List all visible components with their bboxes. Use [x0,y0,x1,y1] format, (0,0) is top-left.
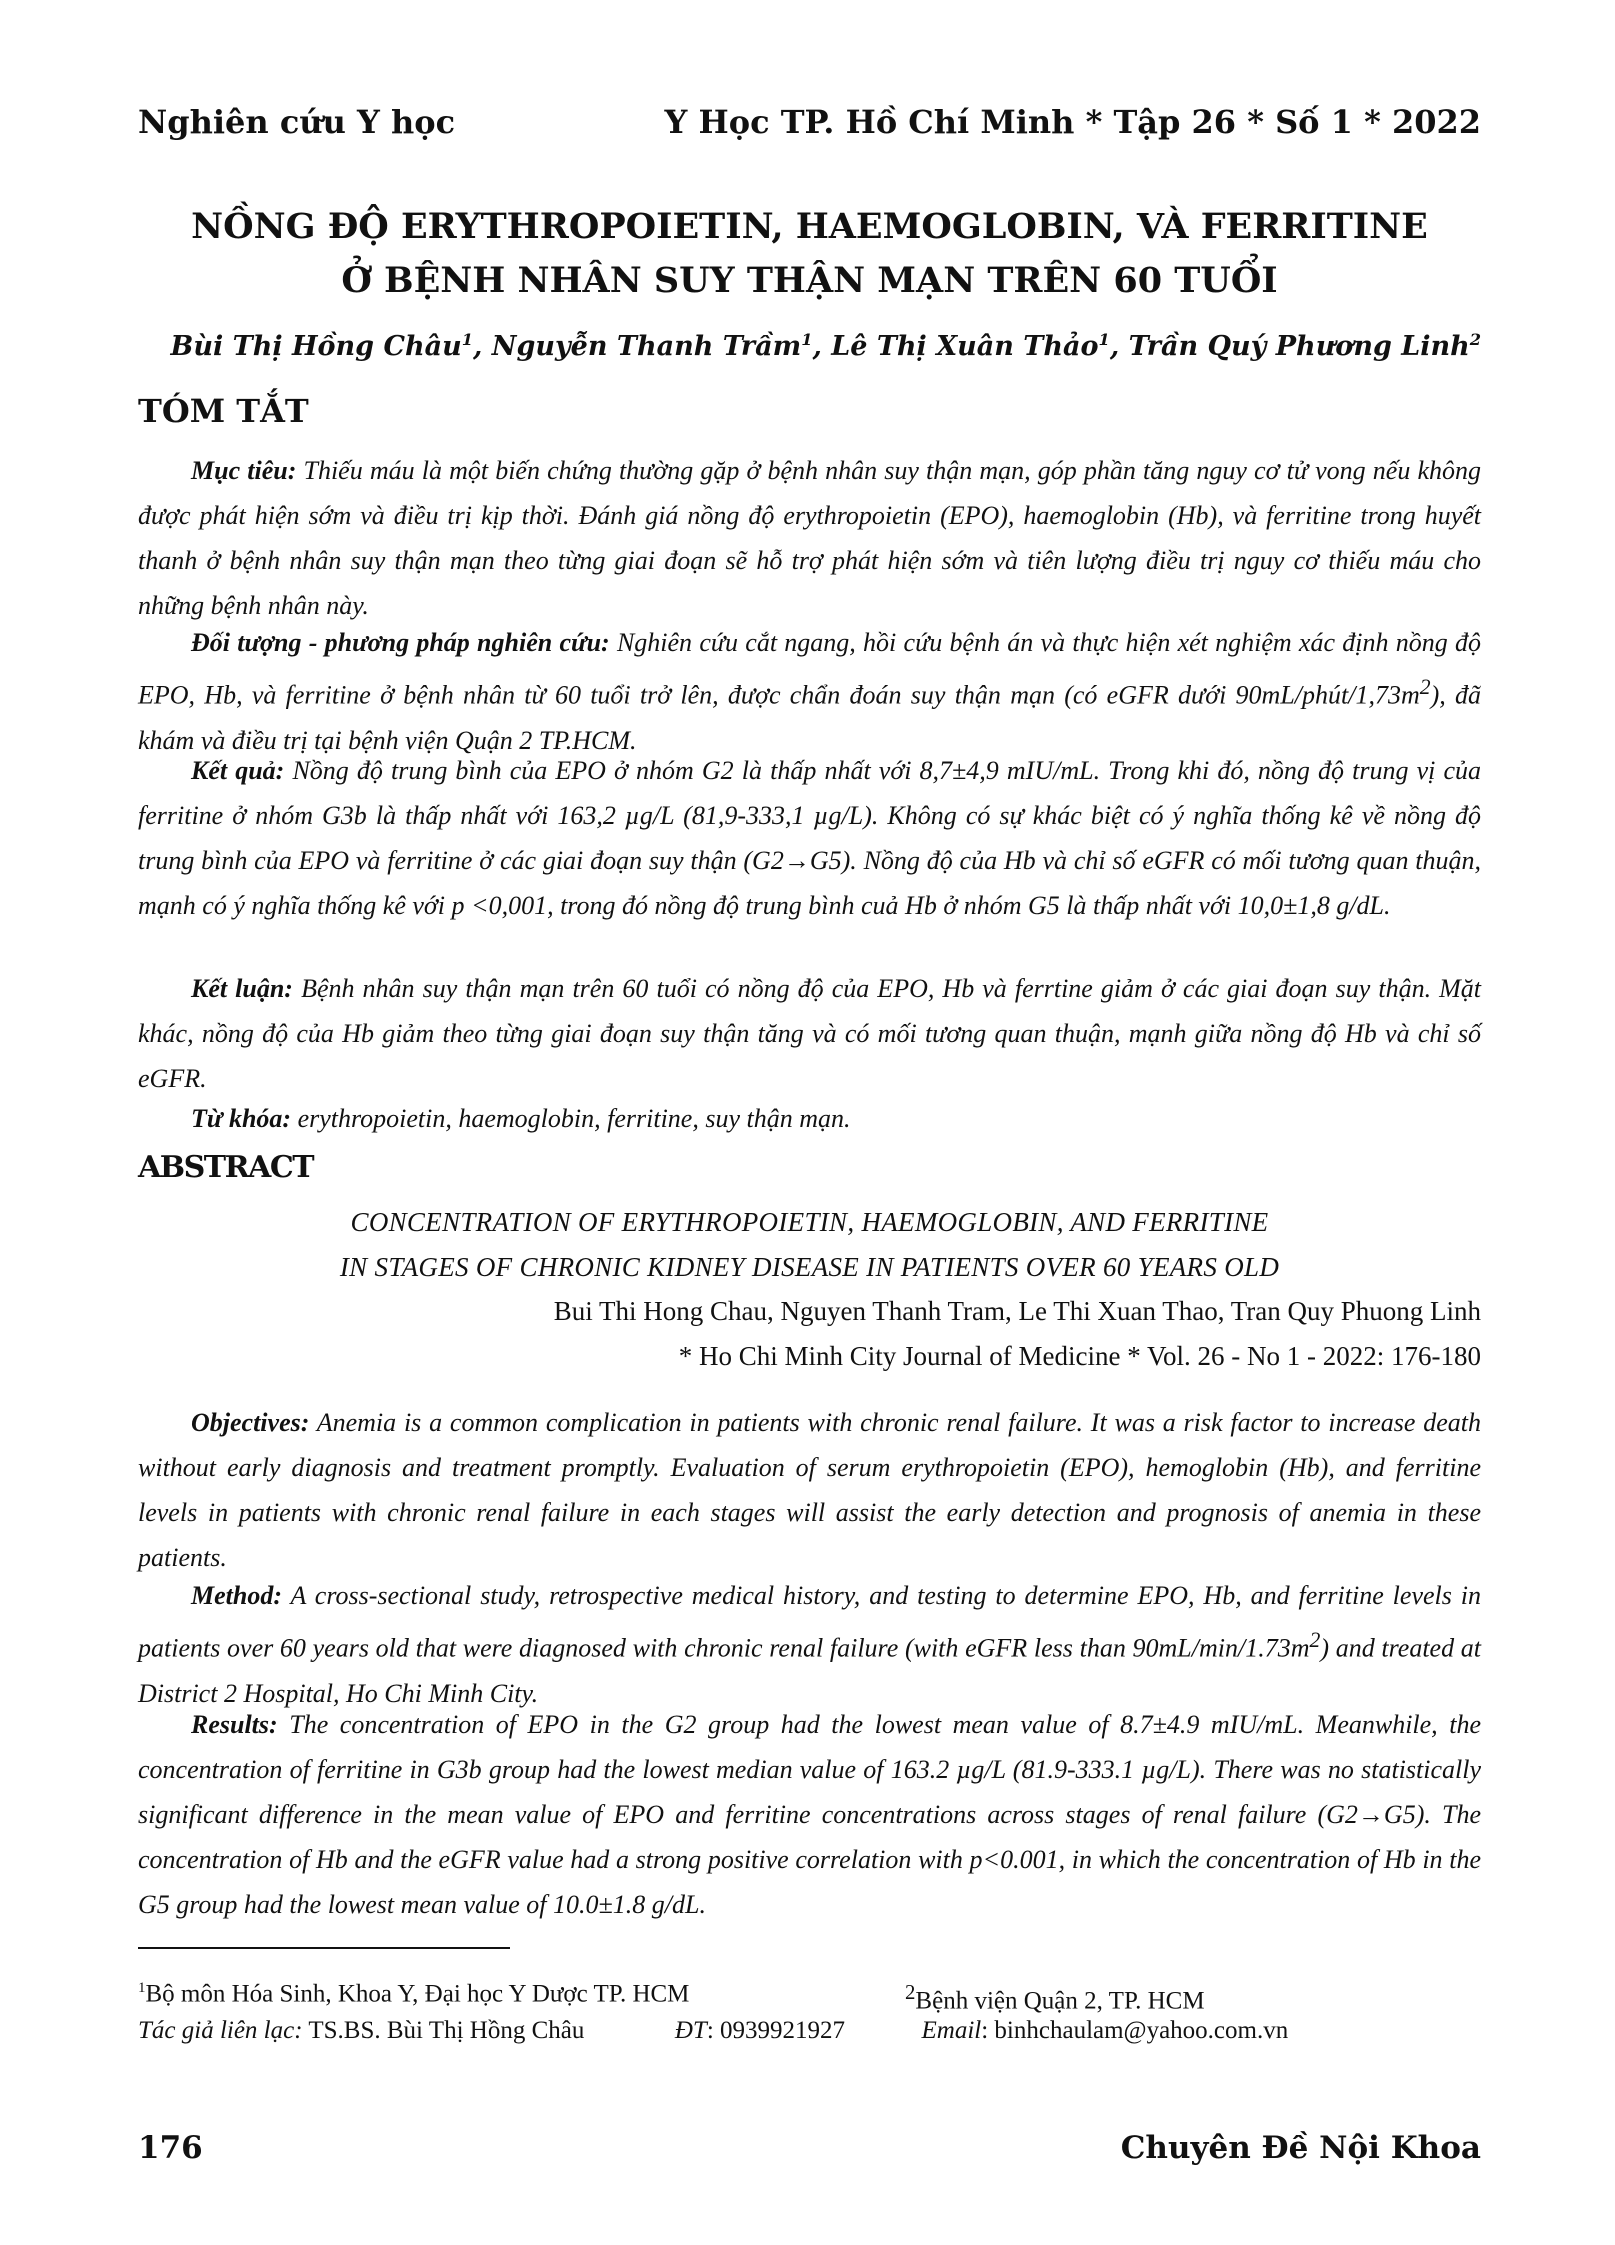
summary-conclusion-text: Bệnh nhân suy thận mạn trên 60 tuổi có nồng độ của EPO, Hb và ferrtine giảm ở các giai đoạn suy thận. Mặt khác, nồng độ của Hb giảm theo từng giai đoạn suy thận tăng và có mối tương quan thuận, mạnh giữa nồng độ Hb và chỉ số eGFR. [138,974,1482,1093]
affiliation-2-sup: 2 [905,1980,916,2004]
author-1: Bùi Thị Hồng Châu [170,331,462,362]
abstract-method [138,1573,1481,1716]
contact-name: TS.BS. Bùi Thị Hồng Châu [308,2017,585,2044]
abstract-objectives-lead: Objectives: [191,1408,310,1437]
affiliation-2 [905,1980,1205,2015]
citation-en: * Ho Chi Minh City Journal of Medicine * Vol. 26 - No 1 - 2022: 176-180 [678,1341,1481,1371]
summary-method-sup: 2 [1419,675,1431,699]
phone-number: : 0939921927 [706,2017,846,2044]
author-2: Nguyễn Thanh Trầm [491,331,802,362]
contact-label: Tác giả liên lạc: [138,2017,303,2044]
affiliation-1 [138,1980,689,2008]
abstract-method-lead: Method: [191,1581,282,1610]
summary-objective-lead: Mục tiêu: [191,456,297,485]
summary-conclusion-lead: Kết luận: [191,974,293,1003]
paper-title-en [138,1200,1481,1290]
summary-keywords [138,1096,1481,1141]
summary-objective-text: Thiếu máu là một biến chứng thường gặp ở bệnh nhân suy thận mạn, góp phần tăng nguy cơ tử vong nếu không được phát hiện sớm và điều trị kịp thời. Đánh giá nồng độ erythropoietin (EPO), haemoglobin (Hb), và ferritine trong huyết thanh ở bệnh nhân suy thận mạn theo từng giai đoạn sẽ hỗ trợ phát hiện sớm và tiên lượng điều trị nguy cơ thiếu máu cho những bệnh nhân này. [138,456,1481,620]
en-title-line-1: CONCENTRATION OF ERYTHROPOIETIN, HAEMOGLOBIN, AND FERRITINE [350,1207,1269,1237]
abstract-objectives-text: Anemia is a common complication in patients with chronic renal failure. It was a risk factor to increase death without early diagnosis and treatment promptly. Evaluation of serum erythropoietin (EPO), hemoglobin (Hb), and ferritine levels in patients with chronic renal failure in each stages will assist the early detection and prognosis of anemia in these patients. [138,1408,1481,1572]
abstract-heading: ABSTRACT [138,1150,314,1185]
summary-heading: TÓM TẮT [138,392,309,430]
author-1-affil: 1 [461,330,473,349]
summary-objective [138,448,1481,628]
running-footer-section: Chuyên Đề Nội Khoa [1120,2130,1481,2166]
summary-conclusion [138,966,1481,1101]
summary-results-lead: Kết quả: [191,756,285,785]
author-3: Lê Thị Xuân Thảo [831,331,1099,362]
summary-method-text-end: ), đã khám và điều trị tại bệnh viện Quận 2 TP.HCM. [138,680,1481,755]
abstract-method-sup: 2 [1309,1628,1321,1652]
running-header-section: Nghiên cứu Y học [138,103,456,141]
phone-label: ĐT [674,2017,707,2044]
abstract-method-text: A cross-sectional study, retrospective medical history, and testing to determine EPO, Hb, and ferritine levels in patients over 60 years old that were diagnosed with chronic renal failure (with eGFR less than 90mL/min/1.73m [138,1581,1482,1663]
paper-title-vn [138,200,1481,308]
affiliation-1-text: Bộ môn Hóa Sinh, Khoa Y, Đại học Y Dược TP. HCM [145,1980,690,2008]
affiliation-1-sup: 1 [138,1980,146,1996]
abstract-objectives [138,1400,1481,1580]
authors-en: Bui Thi Hong Chau, Nguyen Thanh Tram, Le Thi Xuan Thao, Tran Quy Phuong Linh [553,1296,1481,1326]
authors-vn: Bùi Thị Hồng Châu$^1$, Nguyễn Thanh Trầm$^1$, Lê Thị Xuân Thảo$^1$, Trần Quý Phương Linh$^2$ [170,330,1481,362]
corresponding-author [138,2017,1481,2045]
summary-keywords-text: erythropoietin, haemoglobin, ferritine, suy thận mạn. [297,1104,851,1133]
email-address: : binhchaulam@yahoo.com.vn [981,2017,1289,2044]
abstract-results-lead: Results: [191,1710,278,1739]
summary-method-text: Nghiên cứu cắt ngang, hồi cứu bệnh án và thực hiện xét nghiệm xác định nồng độ EPO, Hb, và ferritine ở bệnh nhân từ 60 tuổi trở lên, được chẩn đoán suy thận mạn (có eGFR dưới 90mL/phút/1,73m [138,628,1481,710]
summary-results-text: Nồng độ trung bình của EPO ở nhóm G2 là thấp nhất với 8,7±4,9 mIU/mL. Trong khi đó, nồng độ trung vị của ferritine ở nhóm G3b là thấp nhất với 163,2 µg/L (81,9-333,1 µg/L). Không có sự khác biệt có ý nghĩa thống kê về nồng độ trung bình của EPO và ferritine ở các giai đoạn suy thận (G2→G5). Nồng độ của Hb và chỉ số eGFR có mối tương quan thuận, mạnh có ý nghĩa thống kê với p <0,001, trong đó nồng độ trung bình cuả Hb ở nhóm G5 là thấp nhất với 10,0±1,8 g/dL. [138,756,1481,920]
abstract-results-text: The concentration of EPO in the G2 group had the lowest mean value of 8.7±4.9 mIU/mL. Meanwhile, the concentration of ferritine in G3b group had the lowest median value of 163.2 µg/L (81.9-333.1 µg/L). There was no statistically significant difference in the mean value of EPO and ferritine concentrations across stages of renal failure (G2→G5). The concentration of Hb and the eGFR value had a strong positive correlation with p<0.001, in which the concentration of Hb in the G5 group had the lowest mean value of 10.0±1.8 g/dL. [138,1710,1481,1919]
page-number: 176 [138,2130,203,2166]
en-title-line-2: IN STAGES OF CHRONIC KIDNEY DISEASE IN PATIENTS OVER 60 YEARS OLD [339,1252,1280,1282]
author-4-affil: 2 [1469,330,1481,349]
abstract-results [138,1702,1481,1927]
summary-keywords-lead: Từ khóa: [191,1104,292,1133]
affiliation-2-text: Bệnh viện Quận 2, TP. HCM [915,1987,1205,2015]
author-3-affil: 1 [1098,330,1110,349]
author-4: Trần Quý Phương Linh [1128,331,1470,362]
abstract-method-text-end: ) and treated at District 2 Hospital, Ho Chi Minh City. [138,1633,1482,1708]
summary-method-lead: Đối tượng - phương pháp nghiên cứu: [191,628,610,657]
running-header-journal: Y Học TP. Hồ Chí Minh * Tập 26 * Số 1 * 2022 [664,103,1481,141]
title-line-2: Ở BỆNH NHÂN SUY THẬN MẠN TRÊN 60 TUỔI [341,260,1278,301]
title-line-1: NỒNG ĐỘ ERYTHROPOIETIN, HAEMOGLOBIN, VÀ FERRITINE [191,206,1428,247]
author-2-affil: 1 [801,330,813,349]
summary-method [138,620,1481,763]
email-label: Email [921,2017,982,2044]
summary-results [138,748,1481,928]
footnote-rule [138,1947,510,1949]
